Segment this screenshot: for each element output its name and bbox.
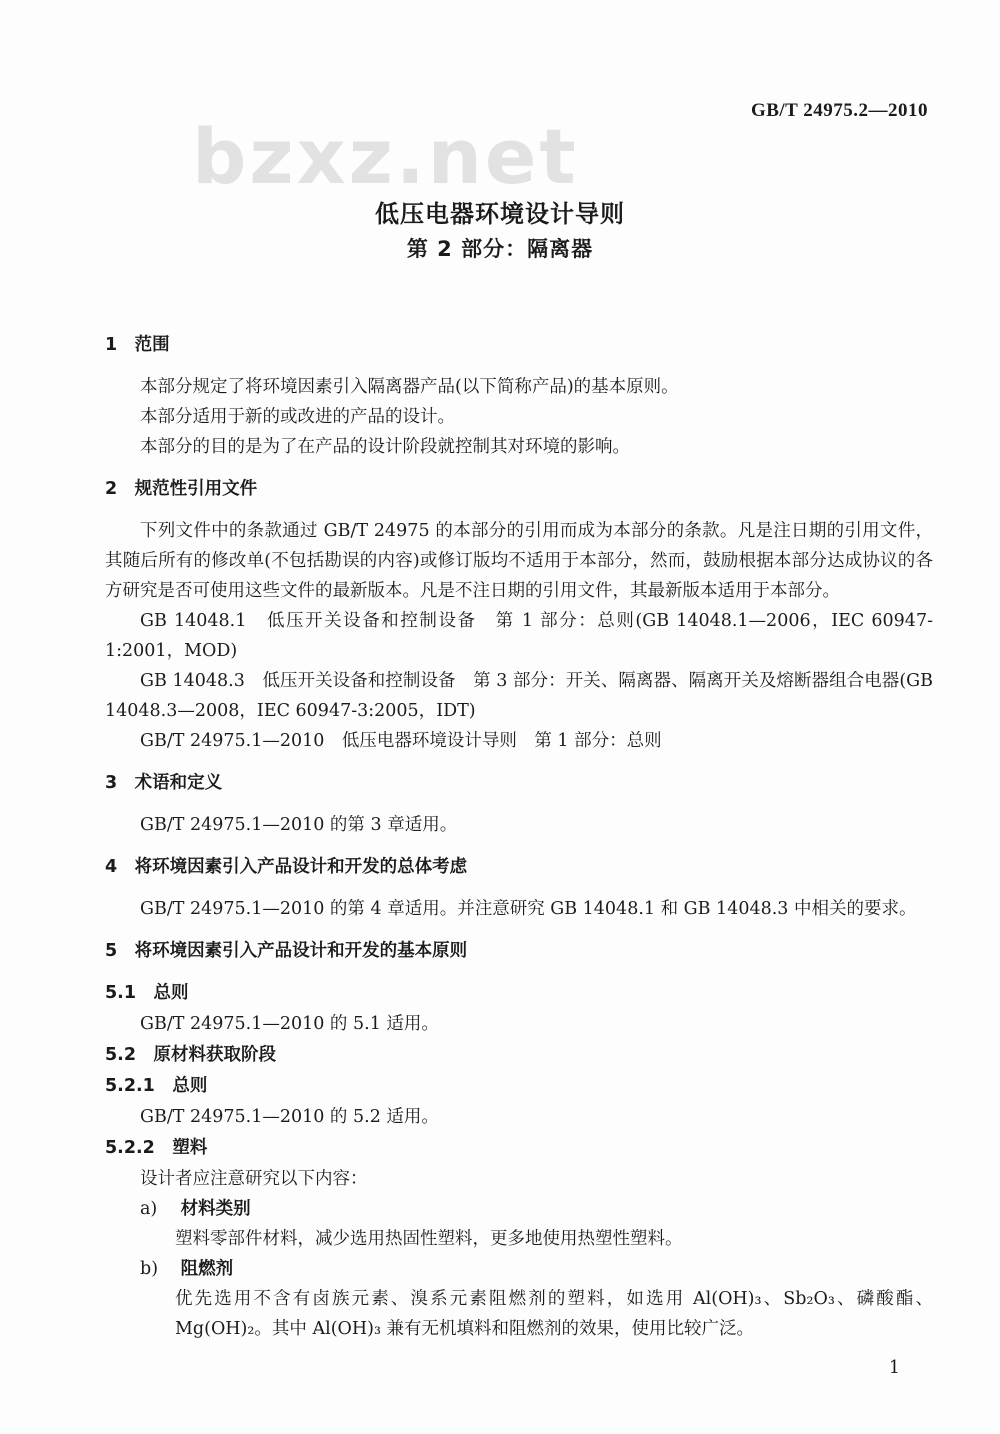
subsection-heading-5-2-2: 5.2.2 塑料 bbox=[105, 1138, 208, 1158]
chapter-heading-2: 2 规范性引用文件 bbox=[105, 479, 258, 499]
list-item-title: 阻燃剂 bbox=[180, 1259, 234, 1279]
reference-entry: GB 14048.1 低压开关设备和控制设备 第 1 部分：总则(GB 14048.1—2006，IEC 60947-1:2001，MOD) bbox=[105, 611, 933, 661]
standard-number: GB/T 24975.2—2010 bbox=[750, 100, 928, 121]
doc-title: 低压电器环境设计导则 bbox=[375, 200, 625, 228]
chapter-heading-3: 3 术语和定义 bbox=[105, 773, 223, 793]
reference-entry: GB 14048.3 低压开关设备和控制设备 第 3 部分：开关、隔离器、隔离开关及熔断器组合电器(GB 14048.3—2008，IEC 60947-3:2005，IDT) bbox=[105, 671, 933, 721]
list-paragraph: 塑料零部件材料，减少选用热固性塑料，更多地使用热塑性塑料。 bbox=[175, 1229, 683, 1249]
doc-subtitle: 第 2 部分：隔离器 bbox=[406, 237, 594, 261]
paragraph: GB/T 24975.1—2010 的 5.2 适用。 bbox=[140, 1107, 439, 1127]
reference-entry: GB/T 24975.1—2010 低压电器环境设计导则 第 1 部分：总则 bbox=[140, 731, 662, 751]
subsection-heading-5-2: 5.2 原材料获取阶段 bbox=[105, 1045, 277, 1065]
paragraph: GB/T 24975.1—2010 的 5.1 适用。 bbox=[140, 1014, 439, 1034]
paragraph: 设计者应注意研究以下内容： bbox=[140, 1169, 368, 1189]
chapter-heading-5: 5 将环境因素引入产品设计和开发的基本原则 bbox=[105, 941, 468, 961]
paragraph: 本部分适用于新的或改进的产品的设计。 bbox=[140, 407, 455, 427]
list-item-a bbox=[140, 1194, 933, 1224]
list-item-b bbox=[140, 1254, 933, 1284]
chapter-heading-1: 1 范围 bbox=[105, 335, 170, 355]
paragraph: GB/T 24975.1—2010 的第 4 章适用。并注意研究 GB 14048.1 和 GB 14048.3 中相关的要求。 bbox=[140, 899, 917, 919]
list-paragraph: 优先选用不含有卤族元素、溴系元素阻燃剂的塑料，如选用 Al(OH)₃、Sb₂O₃、磷酸酯、Mg(OH)₂。其中 Al(OH)₃ 兼有无机填料和阻燃剂的效果，使用比较广泛。 bbox=[175, 1289, 933, 1339]
watermark: bzxz.net bbox=[192, 112, 579, 201]
paragraph: 下列文件中的条款通过 GB/T 24975 的本部分的引用而成为本部分的条款。凡是注日期的引用文件，其随后所有的修改单(不包括勘误的内容)或修订版均不适用于本部分，然而，鼓励根据本部分达成协议的各方研究是否可使用这些文件的最新版本。凡是不注日期的引用文件，其最新版本适用于本部分。 bbox=[105, 521, 933, 601]
chapter-heading-4: 4 将环境因素引入产品设计和开发的总体考虑 bbox=[105, 857, 468, 877]
paragraph: 本部分规定了将环境因素引入隔离器产品(以下简称产品)的基本原则。 bbox=[140, 377, 679, 397]
subsection-heading-5-2-1: 5.2.1 总则 bbox=[105, 1076, 208, 1096]
paragraph: 本部分的目的是为了在产品的设计阶段就控制其对环境的影响。 bbox=[140, 437, 630, 457]
paragraph: GB/T 24975.1—2010 的第 3 章适用。 bbox=[140, 815, 458, 835]
list-item-label: b) bbox=[140, 1259, 159, 1279]
list-item-label: a) bbox=[140, 1199, 158, 1219]
page-number: 1 bbox=[888, 1358, 900, 1378]
list-item-title: 材料类别 bbox=[180, 1199, 251, 1219]
subsection-heading-5-1: 5.1 总则 bbox=[105, 983, 189, 1003]
document-body bbox=[105, 318, 933, 1344]
